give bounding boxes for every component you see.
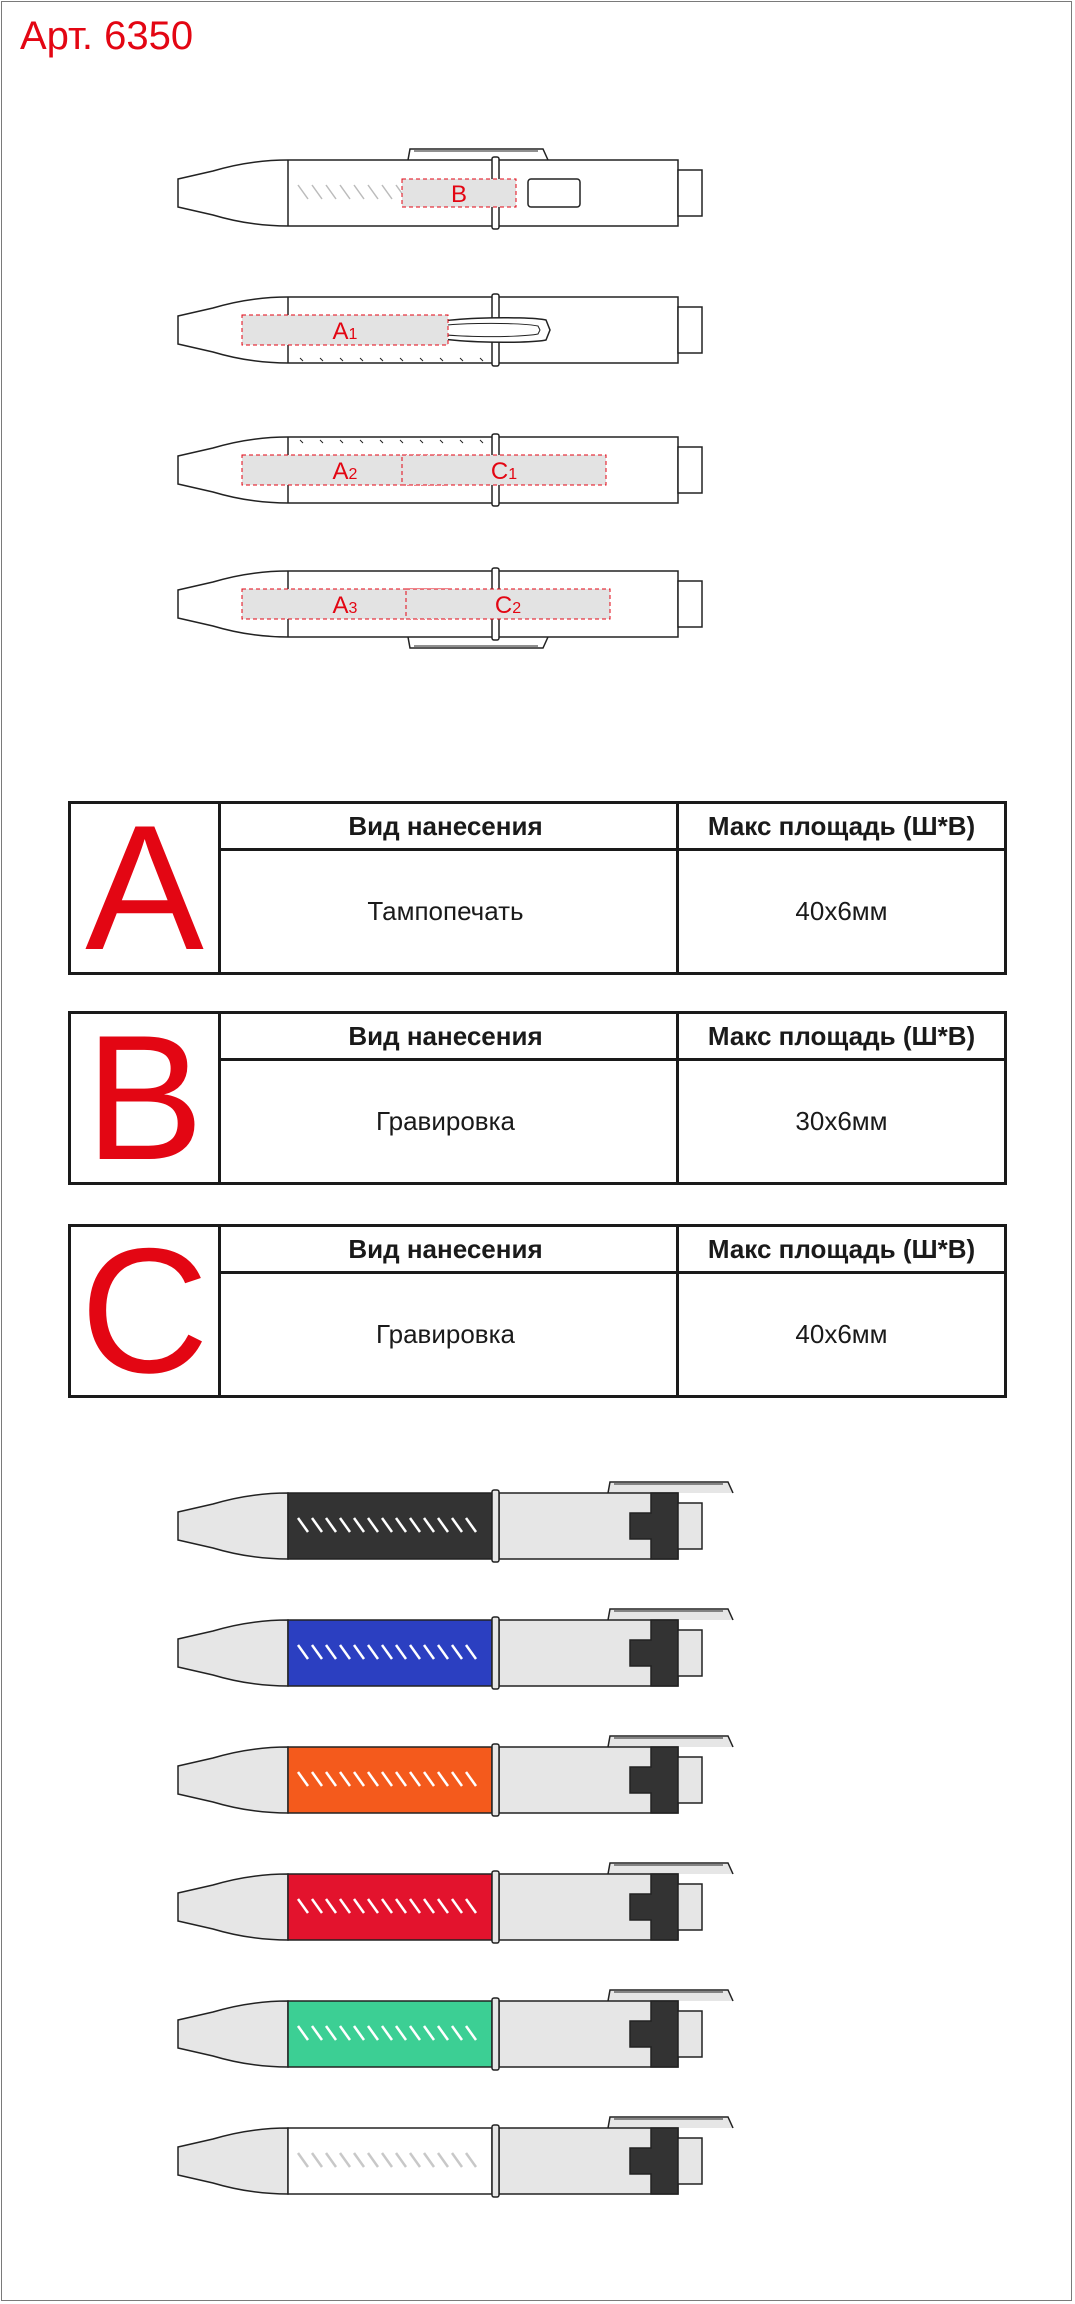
method-value: Гравировка [375,1319,515,1349]
method-header: Вид нанесения [348,1020,543,1051]
pen-variant [178,1736,733,1816]
spec-table-c [68,1224,1007,1398]
method-value: Гравировка [375,1106,515,1136]
spec-value-row [218,1061,1004,1182]
spec-letter: B [85,1014,204,1182]
spec-letter: A [85,804,204,972]
spec-value-row [218,851,1004,972]
spec-header-row [218,1227,1004,1274]
method-header: Вид нанесения [348,810,543,841]
spec-header-row [218,804,1004,851]
article-title: Арт. 6350 [20,14,194,58]
pen-variant [178,1863,733,1943]
pen-view-side [178,434,702,506]
area-header: Макс площадь (Ш*В) [707,810,976,841]
pen-variant [178,1990,733,2070]
area-header: Макс площадь (Ш*В) [707,1233,976,1264]
spec-table-b [68,1011,1007,1185]
spec-letter: C [80,1227,209,1395]
spec-value-row [218,1274,1004,1395]
print-zones-diagram [0,130,1075,670]
svg-text:A3: A3 [332,592,358,619]
pen-view-front [178,294,702,366]
area-value: 30х6мм [795,1106,888,1136]
spec-letter-cell [71,804,221,972]
method-header: Вид нанесения [348,1233,543,1264]
pen-view-bottom [178,568,702,648]
spec-header-row [218,1014,1004,1061]
method-value: Тампопечать [367,896,524,926]
spec-letter-cell [71,1014,221,1182]
spec-letter-cell [71,1227,221,1395]
pen-variant [178,2117,733,2197]
area-value: 40х6мм [795,896,888,926]
svg-text:B: B [450,181,468,208]
area-header: Макс площадь (Ш*В) [707,1020,976,1051]
pen-view-top [178,149,702,229]
svg-text:A2: A2 [332,458,358,485]
color-variants [0,1450,1075,2280]
spec-table-a [68,801,1007,975]
area-value: 40х6мм [795,1319,888,1349]
svg-text:A1: A1 [332,318,358,345]
svg-text:C2: C2 [494,592,522,619]
pen-variant [178,1482,733,1562]
svg-text:C1: C1 [490,458,518,485]
pen-variant [178,1609,733,1689]
